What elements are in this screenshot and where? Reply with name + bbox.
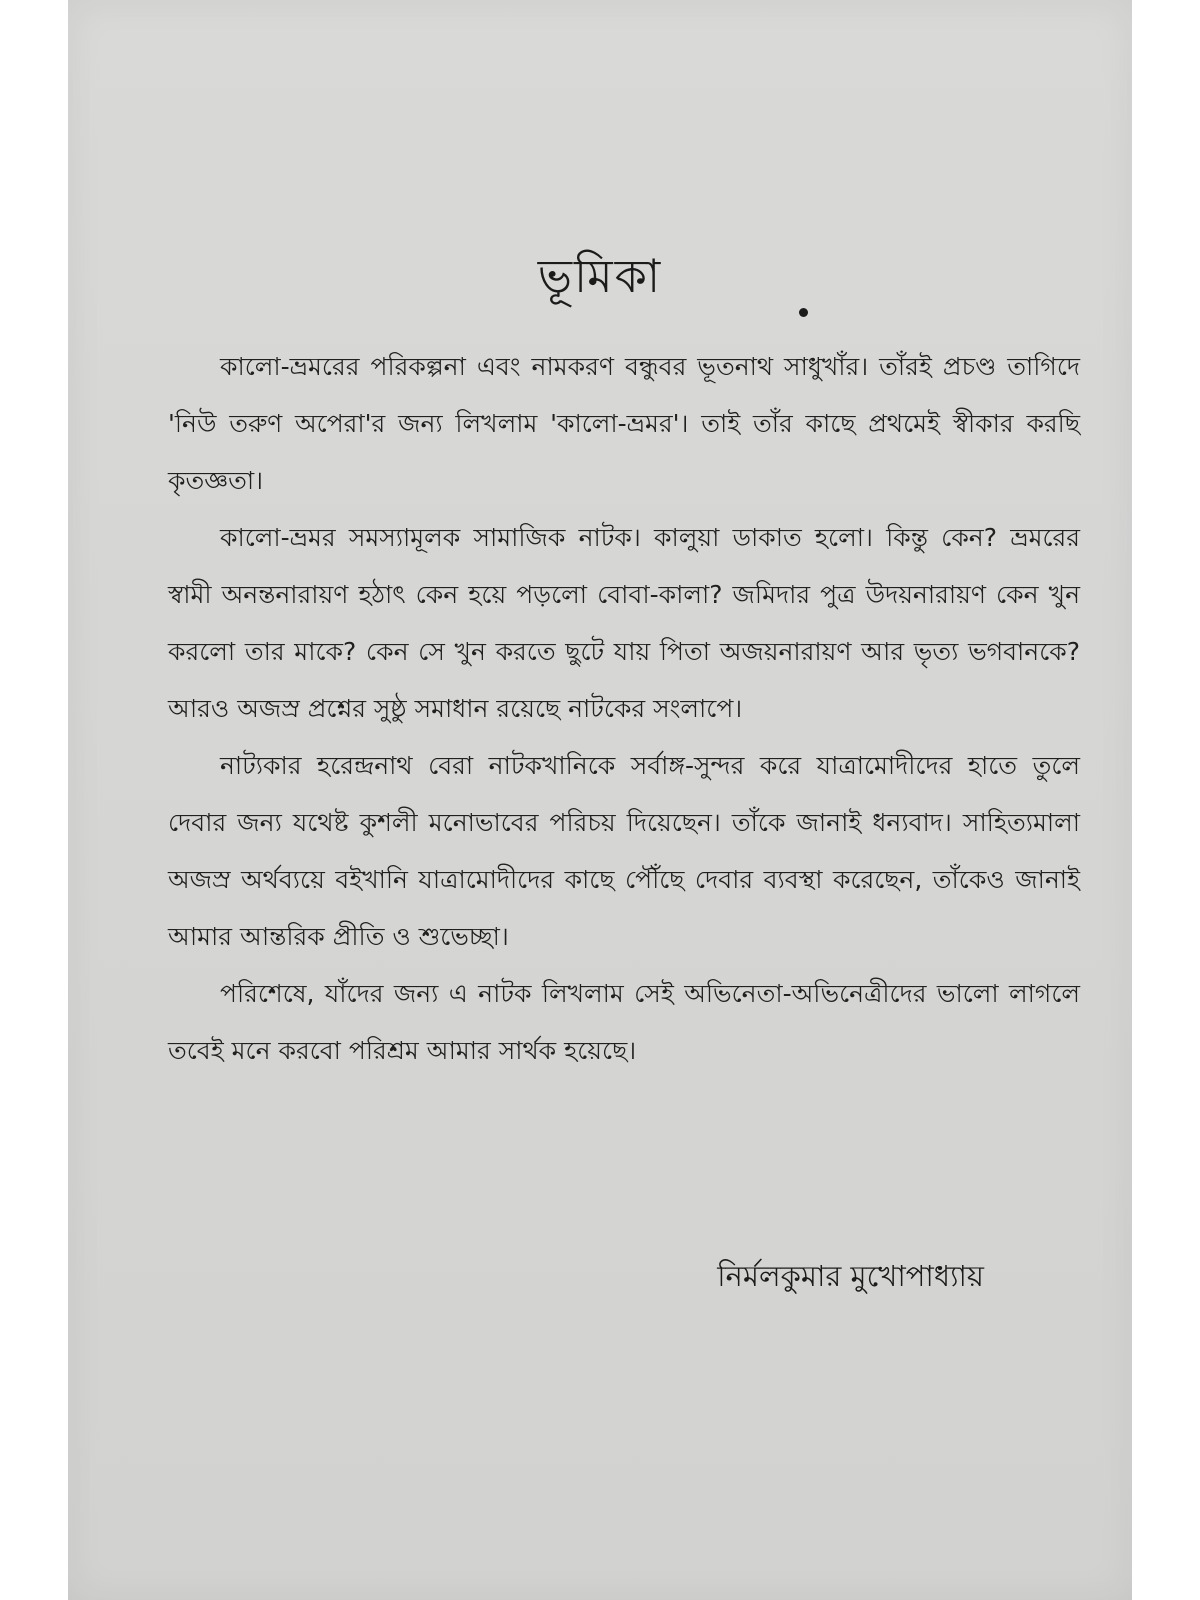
page-title: ভূমিকা [537,249,663,303]
paragraph-2: কালো-ভ্রমর সমস্যামূলক সামাজিক নাটক। কালুয়া ডাকাত হলো। কিন্তু কেন? ভ্রমরের স্বামী অনন্তনারায়ণ হঠাৎ কেন হয়ে পড়লো বোবা-কালা? জমিদার পুত্র উদয়নারায়ণ কেন খুন করলো তার মাকে? কেন সে খুন করতে ছুটে যায় পিতা অজয়নারায়ণ আর ভৃত্য ভগবানকে? আরও অজস্র প্রশ্নের সুষ্ঠু সমাধান রয়েছে নাটকের সংলাপে। [168,523,1080,723]
author-signature: নির্মলকুমার মুখোপাধ্যায় [717,1259,984,1293]
paragraph-3: নাট্যকার হরেন্দ্রনাথ বেরা নাটকখানিকে সর্বাঙ্গ-সুন্দর করে যাত্রামোদীদের হাতে তুলে দেবার জন্য যথেষ্ট কুশলী মনোভাবের পরিচয় দিয়েছেন। তাঁকে জানাই ধন্যবাদ। সাহিত্যমালা অজস্র অর্থব্যয়ে বইখানি যাত্রামোদীদের কাছে পৌঁছে দেবার ব্যবস্থা করেছেন, তাঁকেও জানাই আমার আন্তরিক প্রীতি ও শুভেচ্ছা। [168,751,1080,951]
paragraph-1: কালো-ভ্রমরের পরিকল্পনা এবং নামকরণ বন্ধুবর ভূতনাথ সাধুখাঁর। তাঁরই প্রচণ্ড তাগিদে 'নিউ তরুণ অপেরা'র জন্য লিখলাম 'কালো-ভ্রমর'। তাই তাঁর কাছে প্রথমেই স্বীকার করছি কৃতজ্ঞতা। [168,352,1080,495]
paragraph-4: পরিশেষে, যাঁদের জন্য এ নাটক লিখলাম সেই অভিনেতা-অভিনেত্রীদের ভালো লাগলে তবেই মনে করবো পরিশ্রম আমার সার্থক হয়েছে। [168,979,1080,1065]
preface-body [168,338,1080,1079]
ink-dot [799,308,808,317]
book-page [68,0,1132,1600]
